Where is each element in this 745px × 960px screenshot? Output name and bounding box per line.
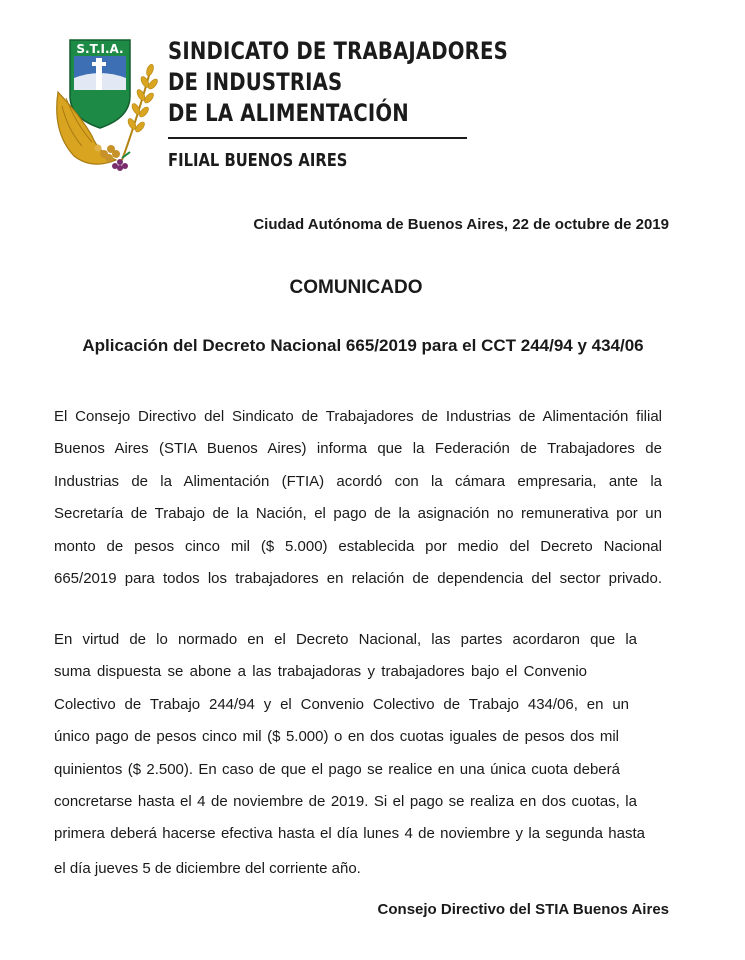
text-line: 665/2019 para todos los trabajadores en relación de dependencia del sector privado.: [54, 569, 662, 587]
text-line: El Consejo Directivo del Sindicato de Trabajadores de Industrias de Alimentación filial: [54, 408, 662, 425]
text-line: Secretaría de Trabajo de la Nación, el pago de la asignación no remunerativa por un: [54, 505, 662, 523]
paragraph-1: [54, 407, 662, 601]
svg-text:S.T.I.A.: S.T.I.A.: [76, 42, 124, 56]
text-line: Industrias de la Alimentación (FTIA) acordó con la cámara empresaria, ante la: [54, 472, 662, 490]
text-line: monto de pesos cinco mil ($ 5.000) establecida por medio del Decreto Nacional: [54, 537, 662, 555]
text-line: suma dispuesta se abone a las trabajadoras y trabajadores bajo el Convenio: [54, 663, 587, 681]
text-line: Colectivo de Trabajo 244/94 y el Convenio Colectivo de Trabajo 434/06, en un: [54, 695, 629, 713]
signature: Consejo Directivo del STIA Buenos Aires: [377, 901, 669, 918]
text-line: único pago de pesos cinco mil ($ 5.000) o en dos cuotas iguales de pesos dos mil: [54, 728, 619, 746]
org-name-line: DE INDUSTRIAS: [168, 68, 343, 96]
text-line: concretarse hasta el 4 de noviembre de 2019. Si el pago se realiza en dos cuotas, la: [54, 792, 637, 810]
org-name-line: SINDICATO DE TRABAJADORES: [168, 37, 508, 65]
document-title: COMUNICADO: [289, 277, 423, 298]
text-line: En virtud de lo normado en el Decreto Nacional, las partes acordaron que la: [54, 631, 637, 648]
date-line: Ciudad Autónoma de Buenos Aires, 22 de octubre de 2019: [253, 216, 669, 233]
organization-name: [168, 36, 508, 129]
paragraph-2: [54, 630, 662, 891]
branch-name: FILIAL BUENOS AIRES: [168, 150, 348, 171]
document-subtitle: Aplicación del Decreto Nacional 665/2019 para el CCT 244/94 y 434/06: [82, 336, 644, 355]
text-line: el día jueves 5 de diciembre del corriente año.: [54, 859, 361, 877]
stia-logo: [52, 32, 160, 174]
shield-icon: [70, 40, 130, 128]
text-line: Buenos Aires (STIA Buenos Aires) informa que la Federación de Trabajadores de: [54, 440, 662, 458]
org-name-line: DE LA ALIMENTACIÓN: [168, 99, 409, 127]
text-line: quinientos ($ 2.500). En caso de que el pago se realice en una única cuota deberá: [54, 760, 620, 778]
header-divider: [168, 137, 467, 139]
text-line: primera deberá hacerse efectiva hasta el día lunes 4 de noviembre y la segunda hasta: [54, 825, 645, 843]
